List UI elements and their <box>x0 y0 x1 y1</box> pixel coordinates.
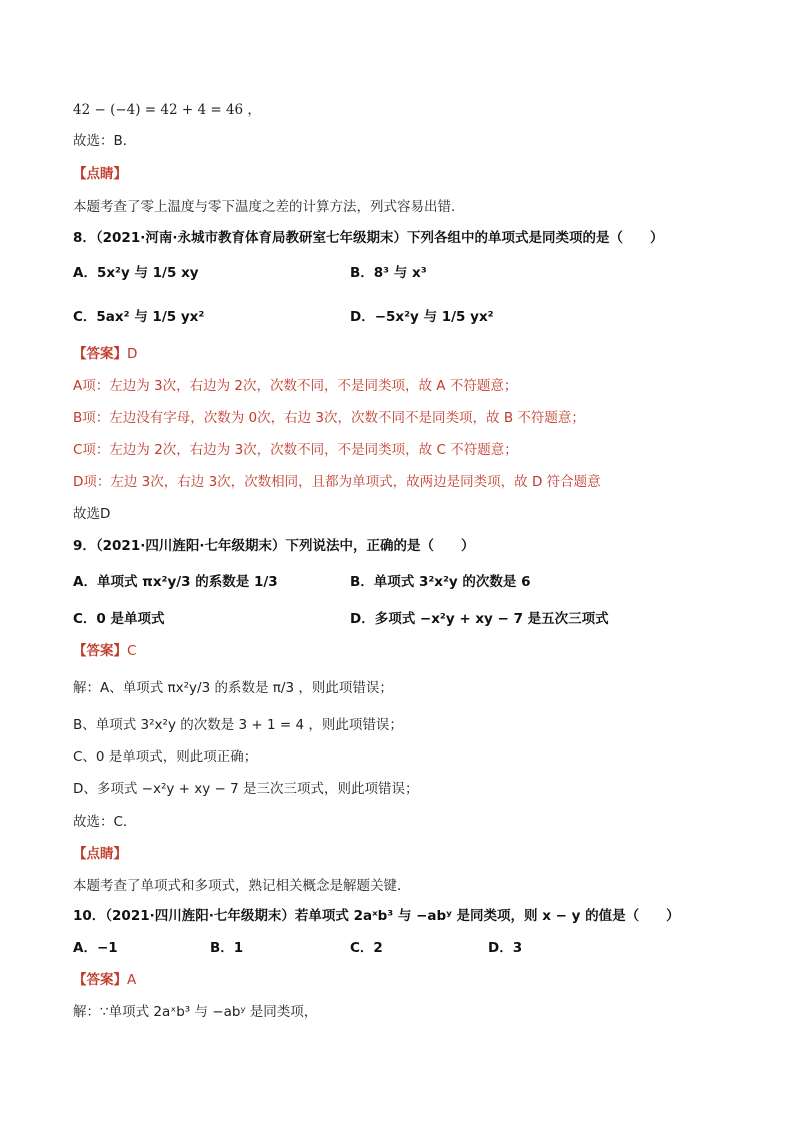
q8-answer <box>73 344 137 364</box>
q8-answer-tag: 【答案】 <box>73 346 127 362</box>
q9-option-c: C．0 是单项式 <box>73 611 165 627</box>
q8-explain-b: B项：左边没有字母，次数为 0次，右边 3次，次数不同不是同类项，故 B 不符题意； <box>73 410 585 426</box>
question-10-stem: 10．（2021·四川旌阳·七年级期末）若单项式 2aˣb³ 与 −abʸ 是同类项，则 x − y 的值是（ ） <box>73 908 680 924</box>
question-9-stem: 9．（2021·四川旌阳·七年级期末）下列说法中，正确的是（ ） <box>73 538 475 554</box>
choice-line: 故选：B． <box>73 133 137 149</box>
question-8-stem: 8．（2021·河南·永城市教育体育局教研室七年级期末）下列各组中的单项式是同类项的是（ ） <box>73 230 664 246</box>
q9-choice: 故选：C． <box>73 814 137 830</box>
q10-option-a: A．−1 <box>73 940 118 956</box>
equation-line: 42 − (−4) = 42 + 4 = 46 ， <box>73 102 261 118</box>
q10-explain: 解：∵单项式 2aˣb³ 与 −abʸ 是同类项， <box>73 1004 318 1020</box>
q8-explain-a: A项：左边为 3次，右边为 2次，次数不同，不是同类项，故 A 不符题意； <box>73 378 518 394</box>
q10-option-b: B．1 <box>210 940 244 956</box>
q9-option-d: D．多项式 −x²y + xy − 7 是五次三项式 <box>350 611 609 627</box>
q10-option-d: D．3 <box>488 940 523 956</box>
q9-comment-tag: 【点睛】 <box>73 846 127 862</box>
q8-option-d: D．−5x²y 与 1/5 yx² <box>350 309 494 325</box>
q8-explain-c: C项：左边为 2次，右边为 3次，次数不同，不是同类项，故 C 不符题意； <box>73 442 518 458</box>
q8-option-b: B．8³ 与 x³ <box>350 265 427 281</box>
q10-option-c: C．2 <box>350 940 383 956</box>
q8-option-a: A．5x²y 与 1/5 xy <box>73 265 199 281</box>
q8-explain-d: D项：左边 3次，右边 3次，次数相同，且都为单项式，故两边是同类项，故 D 符合题意 <box>73 474 601 490</box>
q9-explain-b: B、单项式 3²x²y 的次数是 3 + 1 = 4 ，则此项错误； <box>73 717 403 733</box>
comment-tag: 【点睛】 <box>73 166 127 182</box>
q9-explain-a: 解：A、单项式 πx²y/3 的系数是 π/3 ，则此项错误； <box>73 680 393 696</box>
q9-answer <box>73 641 136 661</box>
q9-option-a: A．单项式 πx²y/3 的系数是 1/3 <box>73 574 278 590</box>
q9-answer-tag: 【答案】 <box>73 643 127 659</box>
q10-answer-tag: 【答案】 <box>73 972 127 988</box>
q9-explain-d: D、多项式 −x²y + xy − 7 是三次三项式，则此项错误； <box>73 781 419 797</box>
comment-text: 本题考查了零上温度与零下温度之差的计算方法，列式容易出错． <box>73 199 465 215</box>
q8-answer-value: D <box>127 346 138 362</box>
q9-answer-value: C <box>127 643 137 659</box>
q10-answer-value: A <box>127 972 137 988</box>
q8-choice: 故选D <box>73 506 111 522</box>
q9-explain-c: C、0 是单项式，则此项正确； <box>73 749 258 765</box>
q8-option-c: C．5ax² 与 1/5 yx² <box>73 309 205 325</box>
q9-comment: 本题考查了单项式和多项式，熟记相关概念是解题关键． <box>73 878 411 894</box>
q9-option-b: B．单项式 3²x²y 的次数是 6 <box>350 574 531 590</box>
q10-answer <box>73 970 136 990</box>
